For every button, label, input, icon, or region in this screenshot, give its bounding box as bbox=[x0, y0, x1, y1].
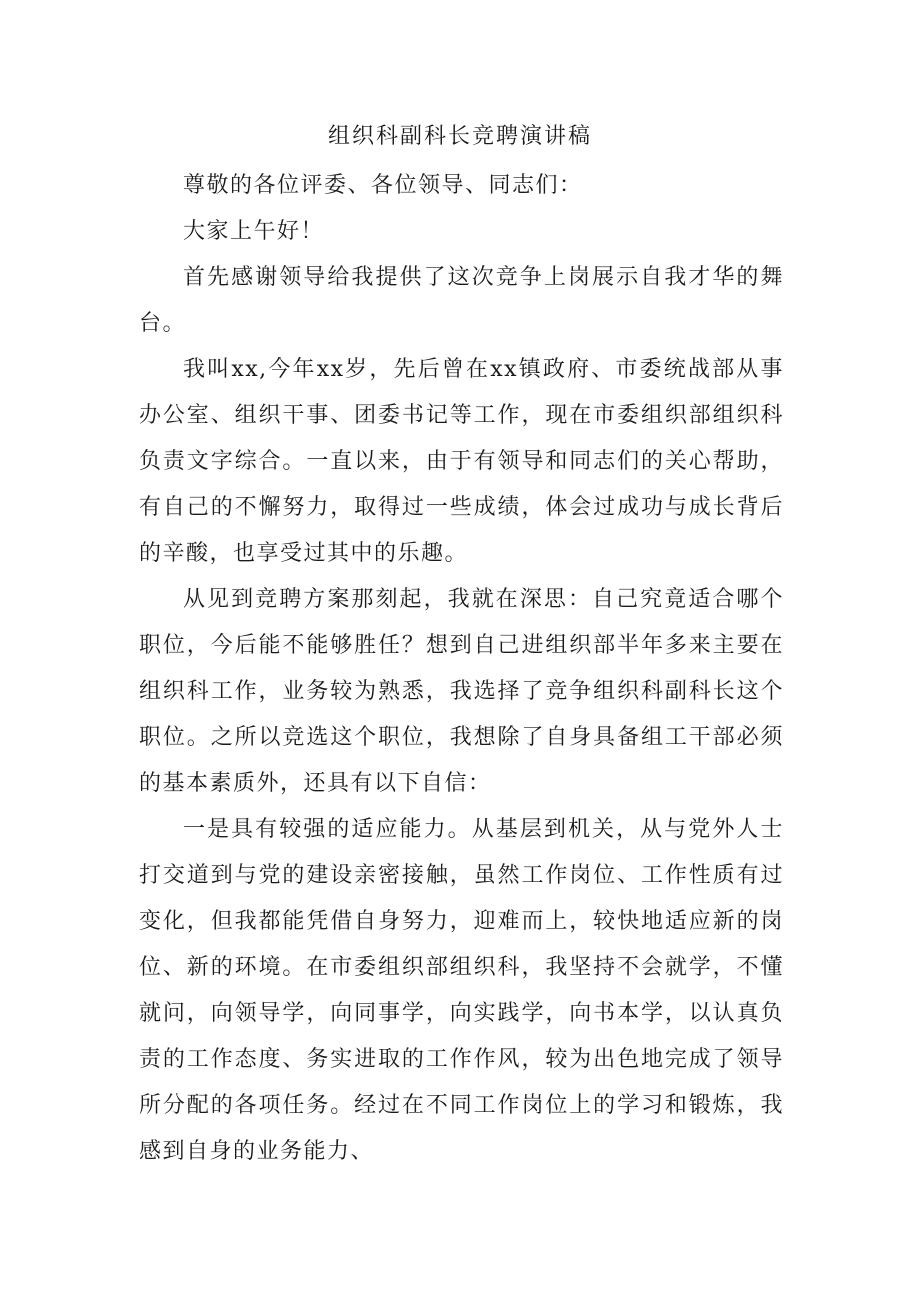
document-title: 组织科副科长竞聘演讲稿 bbox=[327, 124, 592, 149]
thanks-paragraph: 首先感谢领导给我提供了这次竞争上岗展示自我才华的舞台。 bbox=[139, 265, 784, 336]
self-intro-paragraph: 我叫xx,今年xx岁，先后曾在xx镇政府、市委统战部从事办公室、组织干事、团委书记等工作，现在市委组织部组织科负责文字综合。一直以来，由于有领导和同志们的关心帮助，有自己的不懈努力，取得过一些成绩，体会过成功与成长背后的辛酸，也享受过其中的乐趣。 bbox=[139, 357, 784, 566]
position-choice-paragraph: 从见到竞聘方案那刻起，我就在深思：自己究竟适合哪个职位，今后能不能够胜任？想到自己进组织部半年多来主要在组织科工作，业务较为熟悉，我选择了竞争组织科副科长这个职位。之所以竞选这个职位，我想除了自身具备组工干部必须的基本素质外，还具有以下自信： bbox=[139, 587, 784, 796]
adaptability-paragraph: 一是具有较强的适应能力。从基层到机关，从与党外人士打交道到与党的建设亲密接触，虽然工作岗位、工作性质有过变化，但我都能凭借自身努力，迎难而上，较快地适应新的岗位、新的环境。在市委组织部组织科，我坚持不会就学，不懂就问，向领导学，向同事学，向实践学，向书本学，以认真负责的工作态度、务实进取的工作作风，较为出色地完成了领导所分配的各项任务。经过在不同工作岗位上的学习和锻炼，我感到自身的业务能力、 bbox=[139, 817, 784, 1164]
salutation-paragraph: 尊敬的各位评委、各位领导、同志们： bbox=[183, 173, 583, 198]
document-body bbox=[139, 163, 784, 1175]
greeting-paragraph: 大家上午好！ bbox=[183, 219, 325, 244]
